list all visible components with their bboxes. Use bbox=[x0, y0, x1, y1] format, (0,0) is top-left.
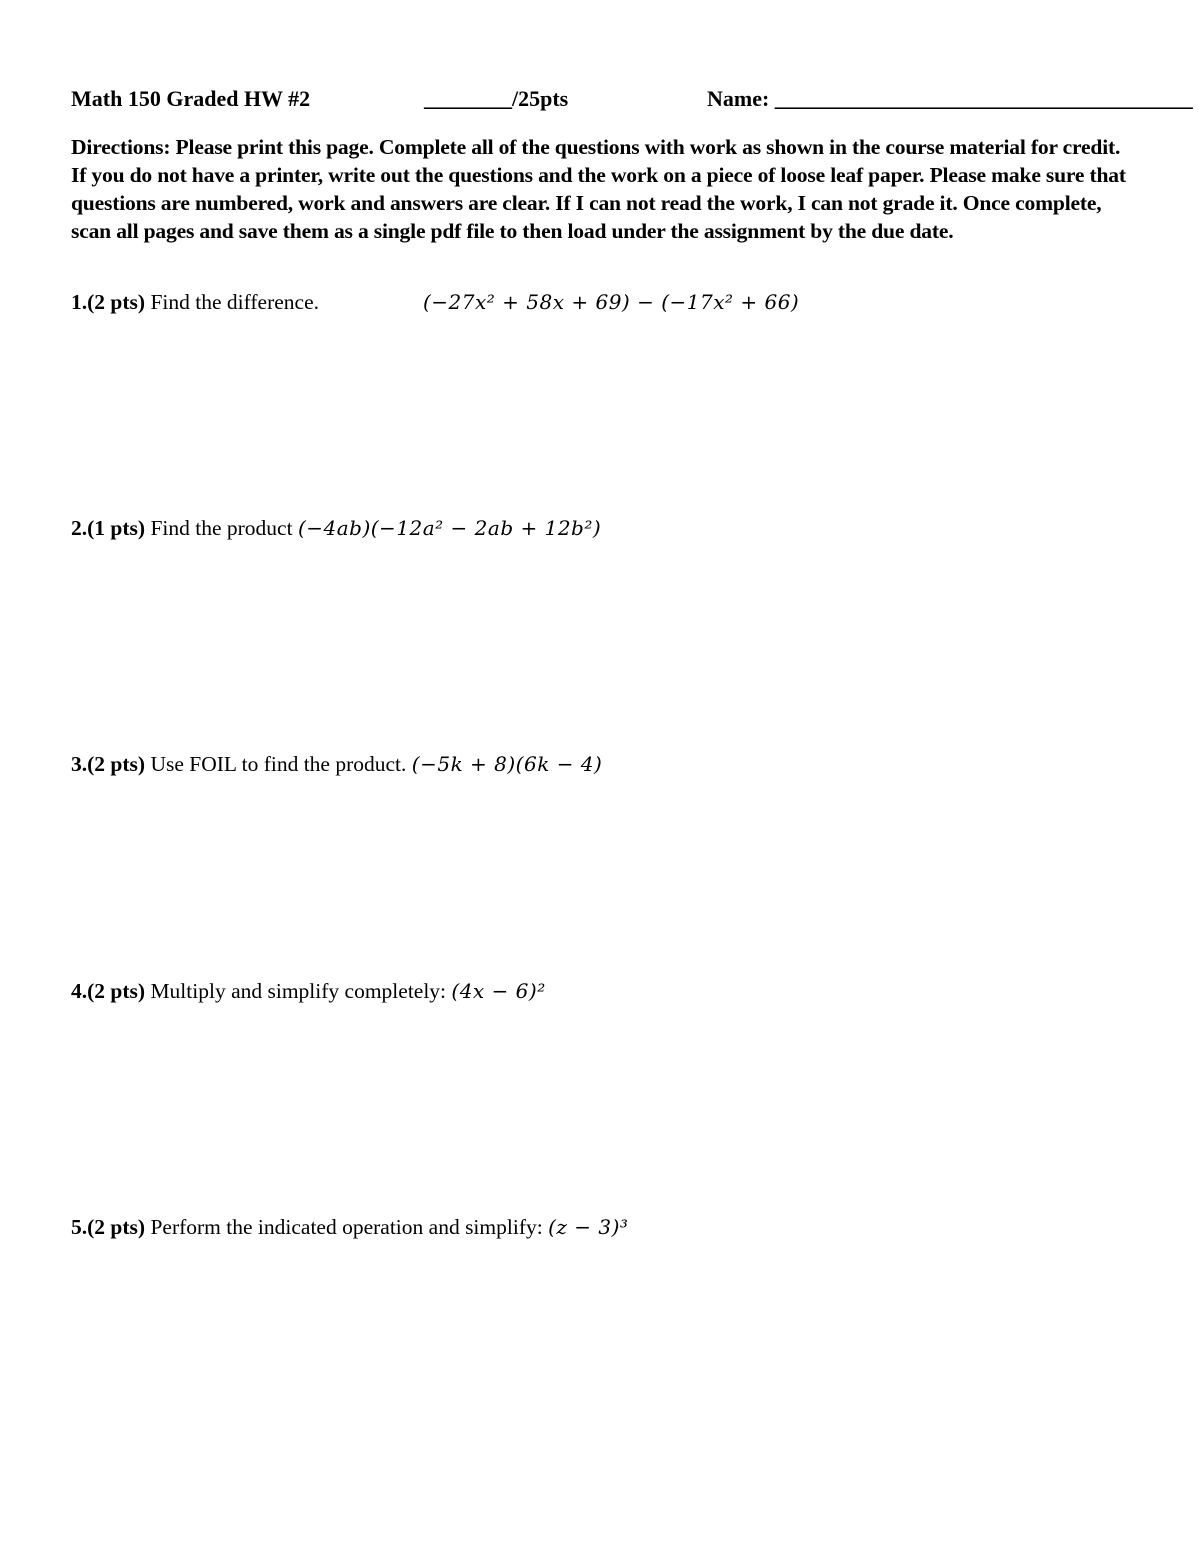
question-expression: (4x − 6)² bbox=[451, 979, 546, 1003]
question-4 bbox=[71, 979, 1131, 1004]
name-field: Name: ______________________________________ bbox=[707, 86, 1193, 111]
question-prompt: Use FOIL to find the product. bbox=[145, 752, 412, 776]
question-3 bbox=[71, 752, 1131, 777]
question-number: 5. bbox=[71, 1215, 88, 1239]
directions-text: Directions: Please print this page. Complete all of the questions with work as shown in the course material for credit. If you do not have a printer, write out the questions and the work on a piece of loose leaf paper. Please make sure that questions are numbered, work and answers are clear. If I can not read the work, I can not grade it. Once complete, scan all pages and save them as a single pdf file to then load under the assignment by the due date. bbox=[71, 135, 1126, 243]
question-points: (1 pts) bbox=[87, 516, 146, 540]
question-prompt: Find the product bbox=[145, 516, 298, 540]
question-prompt: Find the difference. bbox=[145, 290, 319, 314]
question-points: (2 pts) bbox=[87, 752, 146, 776]
question-1 bbox=[71, 290, 1131, 315]
course-title: Math 150 Graded HW #2 bbox=[71, 86, 311, 111]
worksheet-header bbox=[71, 86, 1193, 120]
question-number: 2. bbox=[71, 516, 88, 540]
question-5 bbox=[71, 1215, 1131, 1240]
question-prompt: Perform the indicated operation and simplify: bbox=[145, 1215, 549, 1239]
question-points: (2 pts) bbox=[87, 979, 146, 1003]
question-2 bbox=[71, 516, 1131, 541]
question-number: 4. bbox=[71, 979, 88, 1003]
question-expression: (z − 3)³ bbox=[548, 1215, 629, 1239]
question-expression: (−4ab)(−12a² − 2ab + 12b²) bbox=[297, 516, 602, 540]
score-blank: ________/25pts bbox=[424, 86, 569, 111]
question-points: (2 pts) bbox=[87, 290, 146, 314]
question-expression: (−5k + 8)(6k − 4) bbox=[411, 752, 603, 776]
question-prompt: Multiply and simplify completely: bbox=[145, 979, 452, 1003]
question-points: (2 pts) bbox=[87, 1215, 146, 1239]
question-expression: (−27x² + 58x + 69) − (−17x² + 66) bbox=[423, 290, 800, 314]
question-number: 3. bbox=[71, 752, 88, 776]
question-number: 1. bbox=[71, 290, 88, 314]
